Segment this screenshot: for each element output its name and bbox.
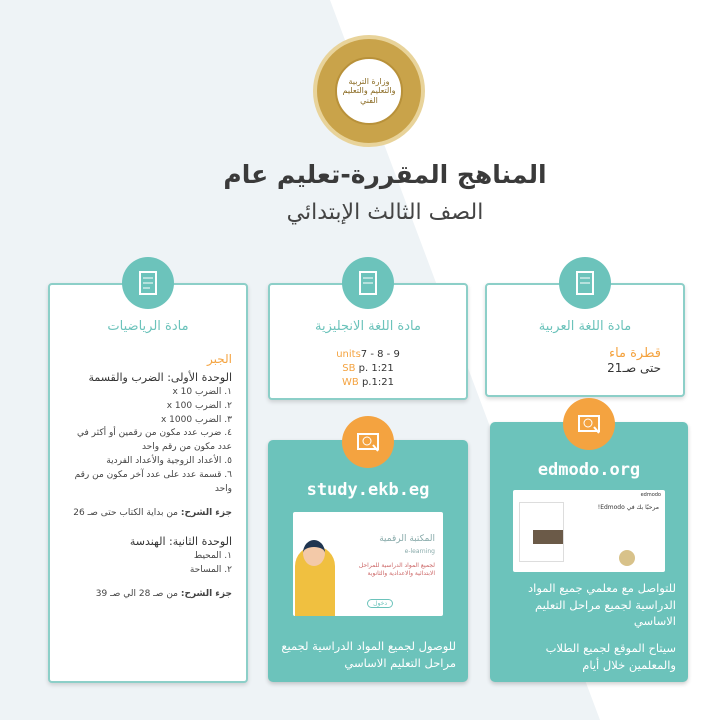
list-item: ٥. الأعداد الزوجية والأعداد الفردية	[106, 456, 232, 467]
edmodo-description-2: سيتاح الموقع لجميع الطلاب والمعلمين خلال أيام	[545, 641, 676, 672]
list-item: ٣. الضرب x 1000	[160, 414, 232, 425]
expl-label: جزء الشرح:	[180, 589, 232, 599]
shot-sub: e-learning	[404, 548, 435, 555]
web-icon	[342, 416, 394, 468]
document-icon	[342, 257, 394, 309]
units: 7 - 8 - 9	[360, 349, 400, 360]
math-card	[48, 283, 248, 683]
document-icon	[122, 257, 174, 309]
math-title: مادة الرياضيات	[107, 319, 189, 334]
list-item: ٤. ضرب عدد مكون من رقمين أو أكثر في عدد مكون من رقم واحد	[76, 428, 232, 453]
edmodo-description-1: للتواصل مع معلمي جميع المواد الدراسية لجميع مراحل التعليم الاساسي	[528, 581, 676, 629]
unit1-title: الوحدة الأولى: الضرب والقسمة	[88, 370, 232, 384]
edmodo-link[interactable]: edmodo.org	[537, 460, 641, 480]
english-title: مادة اللغة الانجليزية	[315, 319, 421, 334]
study-description: للوصول لجميع المواد الدراسية لجميع مراحل التعليم الاساسي	[281, 639, 456, 670]
shot-button: دخول	[367, 599, 393, 608]
book-name: قطرة ماء	[608, 346, 661, 361]
shot-title: مرحبًا بك في Edmodo!	[597, 504, 659, 511]
logo-arabic: وزارة التربية والتعليم والتعليم الفني	[335, 57, 403, 125]
arabic-pages: حتى صـ21	[607, 361, 661, 375]
page-title: المناهج المقررة-تعليم عام	[223, 160, 547, 189]
units-label: units	[336, 349, 361, 360]
document-icon	[559, 257, 611, 309]
list-item: ٦. قسمة عدد على عدد آخر مكون من رقم واحد	[74, 470, 232, 495]
web-icon	[563, 398, 615, 450]
shot-title: المكتبة الرقمية	[379, 534, 435, 544]
expl2: من صـ 28 الي صـ 39	[95, 589, 181, 599]
study-card	[268, 440, 468, 682]
edmodo-card	[490, 422, 688, 682]
study-link[interactable]: study.ekb.eg	[306, 480, 430, 500]
english-card	[268, 283, 468, 400]
unit2-title: الوحدة الثانية: الهندسة	[129, 535, 232, 549]
list-item: ١. المحيط	[193, 551, 232, 562]
ministry-logo	[313, 35, 425, 147]
edmodo-screenshot	[513, 490, 665, 572]
wb-pages: p.1:21	[358, 377, 394, 388]
study-screenshot	[293, 512, 443, 616]
expl1: من بداية الكتاب حتى صـ 26	[73, 508, 181, 519]
sb-pages: p. 1:21	[355, 363, 394, 374]
wb-label: WB	[342, 377, 359, 388]
arabic-card	[485, 283, 685, 397]
list-item: ٢. الضرب x 100	[166, 400, 232, 411]
math-section: الجبر	[207, 352, 232, 366]
arabic-title: مادة اللغة العربية	[538, 319, 632, 334]
list-item: ١. الضرب x 10	[172, 386, 232, 397]
page-subtitle: الصف الثالث الإبتدائي	[286, 200, 484, 225]
expl-label: جزء الشرح:	[180, 508, 232, 519]
shot-text: لجميع المواد الدراسية للمراحل الابتدائية والاعدادية والثانوية	[358, 562, 435, 577]
sb-label: SB	[342, 363, 356, 374]
list-item: ٢. المساحة	[189, 565, 232, 576]
shot-brand: edmodo	[640, 492, 661, 498]
